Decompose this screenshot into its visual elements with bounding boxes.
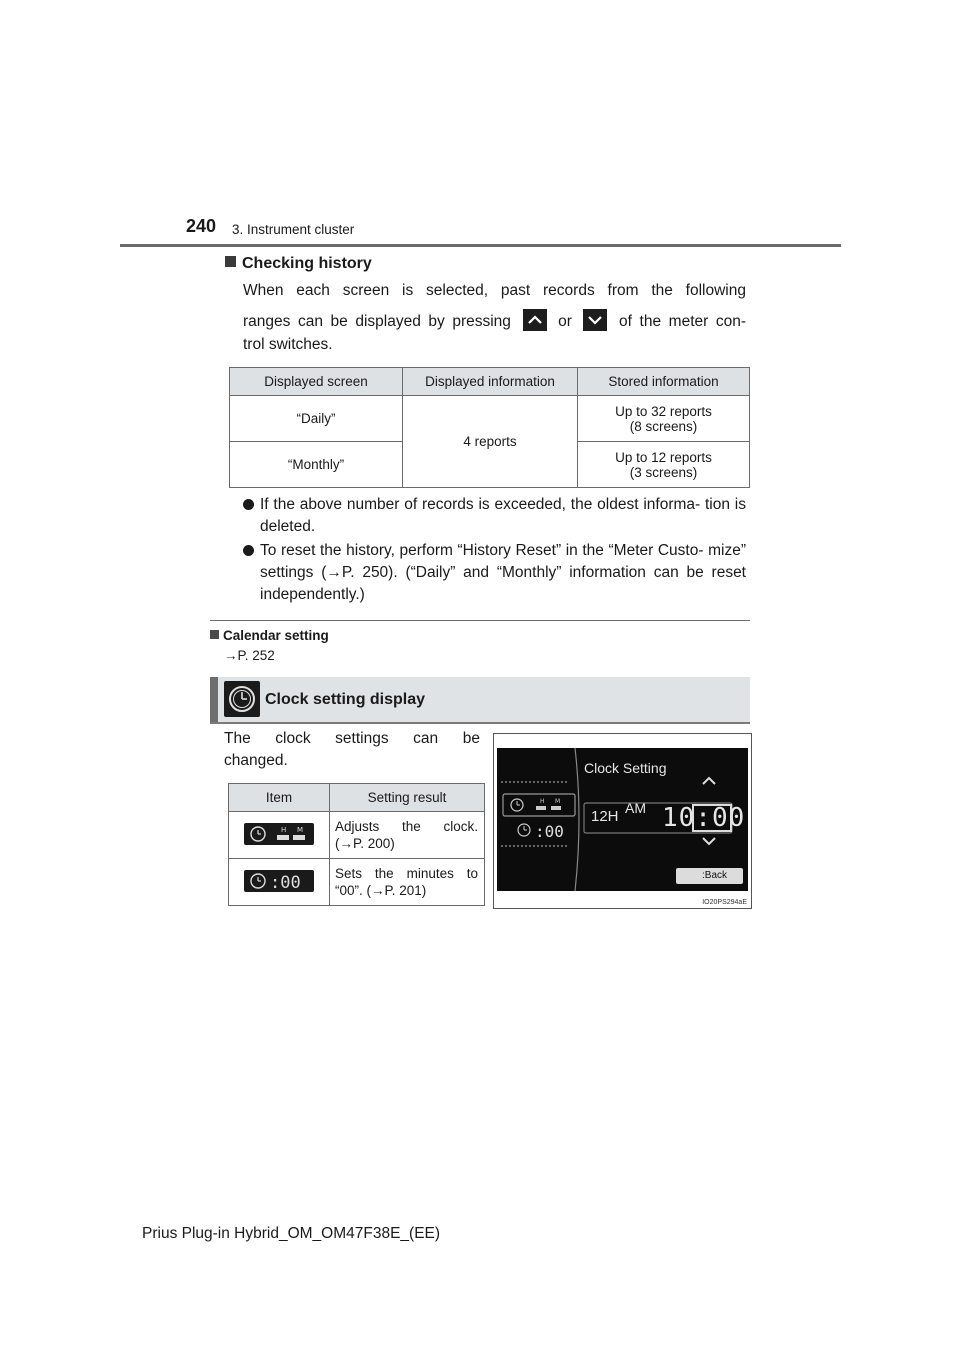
bullet-dot-icon [243,545,254,556]
banner-accent-bar [210,677,218,722]
cell-reports: 4 reports [403,396,578,488]
clock-hm-icon [244,823,314,845]
bullet-item: If the above number of records is exceeded, the oldest informa- tion is deleted. [243,494,746,538]
history-table [229,367,750,488]
screen-m-label: M [555,798,561,805]
screen-12h-mode: 12H [591,808,619,825]
clock-setting-banner [210,677,750,724]
paragraph-line-2: ranges can be displayed by pressing or of the meter con- [243,309,746,333]
clock-setting-screen-figure [493,733,752,909]
banner-title: Clock setting display [265,691,426,708]
clock-reset-00-icon [244,870,314,892]
page-number: 240 [186,216,217,236]
square-bullet-icon [225,256,236,267]
col-header-result: Setting result [330,784,485,812]
bullet-dot-icon [243,499,254,510]
col-header-item: Item [229,784,330,812]
table-row [230,396,750,442]
clock-icon [224,681,260,717]
screen-h-label: H [540,798,545,805]
cell-hm-result: Adjusts the clock. (→P. 200) [330,812,485,859]
cell-daily: “Daily” [230,396,403,442]
cell-stored-daily: Up to 32 reports (8 screens) [578,396,750,442]
table-row [229,812,485,859]
clock-item-table [228,783,485,906]
calendar-page-ref: →P. 252 [224,648,275,663]
screen-reset-00: :00 [535,822,564,841]
square-bullet-icon [210,630,219,639]
cell-reset-icon [229,859,330,906]
screen-am-indicator: AM [625,800,646,816]
meter-display [497,748,748,891]
header-rule [120,244,841,247]
cell-monthly: “Monthly” [230,442,403,488]
paragraph-line-1: When each screen is selected, past records from the following [243,282,746,299]
cell-hm-icon [229,812,330,859]
bullet-item: To reset the history, perform “History Reset” in the “Meter Custo- mize” settings (→P. 250). (“Daily” and “Monthly” information can be reset independently.) [243,540,746,606]
section-title: 3. Instrument cluster [232,222,355,237]
section-divider [210,620,750,621]
figure-code: IO20PS294aE [702,899,747,906]
col-header-screen: Displayed screen [230,368,403,396]
clock-description-line-2: changed. [224,752,288,769]
footer-doc-id: Prius Plug-in Hybrid_OM_OM47F38E_(EE) [142,1225,441,1242]
up-switch-icon [523,309,547,331]
checking-history-heading: Checking history [225,255,372,273]
h-label: H [281,825,287,834]
table-row [229,859,485,906]
clock-description-line-1: The clock settings can be [224,730,480,747]
cell-reset-result: Sets the minutes to “00”. (→P. 201) [330,859,485,906]
screen-time-digits: 10:00 [662,803,746,833]
calendar-heading: Calendar setting [210,628,329,643]
cell-stored-monthly: Up to 12 reports (3 screens) [578,442,750,488]
reset-00-label: :00 [270,872,301,892]
down-switch-icon [583,309,607,331]
paragraph-line-3: trol switches. [243,336,333,353]
screen-title: Clock Setting [584,760,667,776]
screen-back-button: :Back [676,868,743,884]
m-label: M [297,825,304,834]
col-header-stored: Stored information [578,368,750,396]
col-header-info: Displayed information [403,368,578,396]
